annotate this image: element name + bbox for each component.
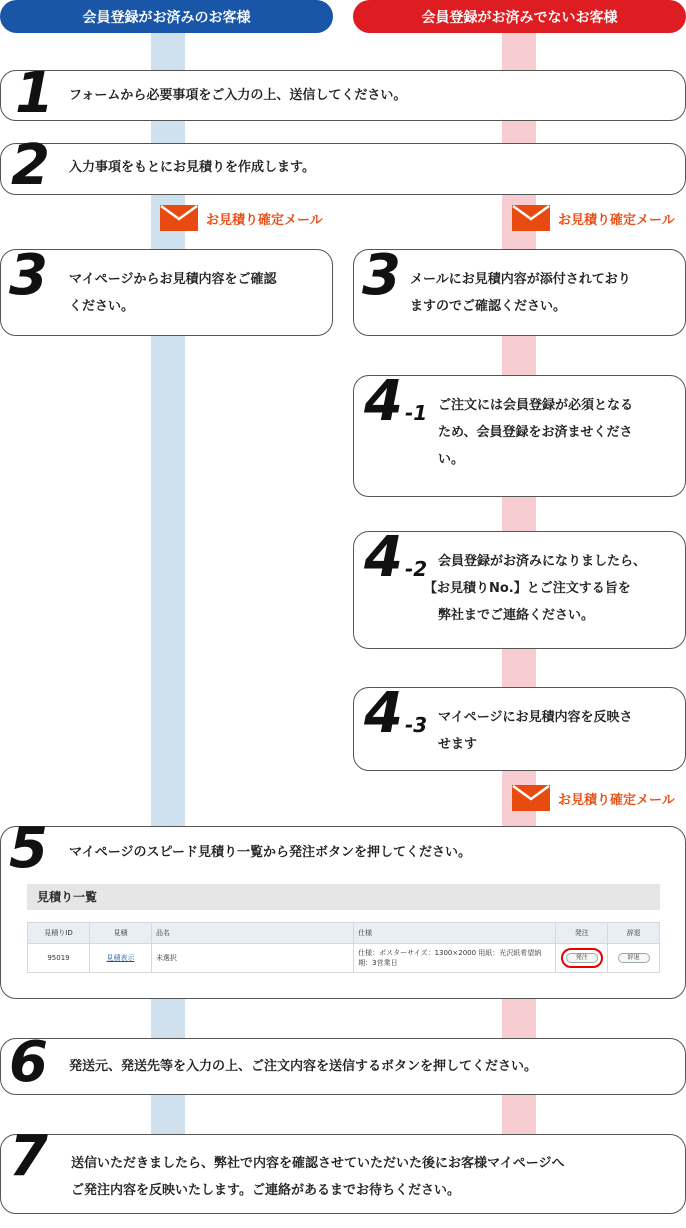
product-name: 未選択	[151, 944, 353, 973]
col-header: 辞退	[608, 923, 660, 944]
step-4-1-box	[353, 369, 686, 497]
step-3-non-member-box	[353, 243, 686, 336]
step-text: 入力事項をもとにお見積りを作成します。	[69, 160, 315, 175]
confirm-mail-label-member	[160, 205, 323, 231]
step-text: 発送元、発送先等を入力の上、ご注文内容を送信するボタンを押してください。	[69, 1059, 538, 1074]
step-text-line2: ますのでご確認ください。	[410, 299, 567, 314]
envelope-icon	[160, 205, 198, 231]
step-text-line3: い。	[438, 452, 465, 467]
step-text-line1: マイページからお見積内容をご確認	[69, 272, 277, 287]
step-4-3-box	[353, 681, 686, 771]
step-text-line2: ください。	[69, 299, 135, 314]
step-6-box	[0, 1030, 686, 1095]
order-button[interactable]: 発注	[566, 953, 598, 963]
table-header-row	[28, 923, 660, 944]
step-4-2-box	[353, 525, 686, 649]
step-text-line1: 送信いただきましたら、弊社で内容を確認させていただいた後にお客様マイページへ	[71, 1156, 565, 1171]
step-number: 2	[11, 133, 50, 198]
step-number: 1	[15, 61, 54, 126]
view-estimate-link[interactable]: 見積表示	[106, 954, 135, 962]
step-7-box	[0, 1124, 686, 1214]
step-main-number: 4	[364, 681, 403, 746]
step-text-line1: マイページにお見積内容を反映さ	[438, 710, 633, 725]
step-text-line1: 会員登録がお済みになりましたら、	[438, 554, 647, 569]
spec-line1: 仕様：ポスターサイズ：1300×2000 用紙：光沢紙希望納	[358, 949, 542, 957]
step-number: 7	[9, 1124, 48, 1189]
decline-cell	[608, 944, 660, 973]
view-estimate-cell	[89, 944, 151, 973]
step-text-line2: 【お見積りNo.】とご注文する旨を	[424, 581, 631, 596]
step-text-line1: メールにお見積内容が添付されており	[410, 272, 631, 287]
member-header: 会員登録がお済みのお客様	[0, 0, 333, 33]
step-number: 3	[362, 243, 401, 308]
step-number	[364, 525, 428, 590]
step-number: 6	[9, 1030, 48, 1095]
step-5-box	[0, 816, 686, 999]
step-main-number: 4	[364, 525, 403, 590]
confirm-mail-label-non-member	[512, 205, 675, 231]
step-number	[364, 681, 428, 746]
estimate-id: 95019	[28, 944, 90, 973]
order-cell	[556, 944, 608, 973]
envelope-icon	[512, 785, 550, 811]
spec-cell	[354, 944, 556, 973]
step-text-line1: ご注文には会員登録が必須となる	[438, 398, 634, 413]
step-text-line2: ご発注内容を反映いたします。ご連絡があるまでお待ちください。	[71, 1183, 460, 1198]
decline-button[interactable]: 辞退	[618, 953, 650, 963]
step-1-box	[0, 61, 686, 126]
step-text-line2: ため、会員登録をお済ませくださ	[438, 425, 633, 440]
step-sub-number: -3	[404, 713, 428, 737]
step-3-member-box	[0, 243, 333, 336]
col-header: 発注	[556, 923, 608, 944]
step-text-line3: 弊社までご連絡ください。	[438, 608, 595, 623]
step-number: 5	[9, 816, 48, 881]
col-header: 仕様	[354, 923, 556, 944]
estimate-table	[27, 922, 660, 973]
step-text: マイページのスピード見積り一覧から発注ボタンを押してください。	[69, 845, 471, 860]
envelope-icon	[512, 205, 550, 231]
table-row	[28, 944, 660, 973]
mail-label-text: お見積り確定メール	[558, 212, 675, 228]
col-header: 見積りID	[28, 923, 90, 944]
mail-label-text: お見積り確定メール	[206, 212, 323, 228]
confirm-mail-label-final	[512, 785, 675, 811]
estimate-list-title: 見積り一覧	[27, 884, 660, 910]
col-header: 見積	[89, 923, 151, 944]
step-2-box	[0, 133, 686, 198]
non-member-header: 会員登録がお済みでないお客様	[353, 0, 686, 33]
step-number: 3	[9, 243, 48, 308]
step-sub-number: -1	[404, 401, 428, 425]
spec-line2: 期：3営業日	[358, 959, 398, 967]
step-text-line2: せます	[438, 737, 478, 752]
step-text: フォームから必要事項をご入力の上、送信してください。	[69, 88, 407, 103]
step-sub-number: -2	[404, 557, 428, 581]
step-number	[364, 369, 428, 434]
col-header: 品名	[151, 923, 353, 944]
step-main-number: 4	[364, 369, 403, 434]
mail-label-text: お見積り確定メール	[558, 792, 675, 808]
